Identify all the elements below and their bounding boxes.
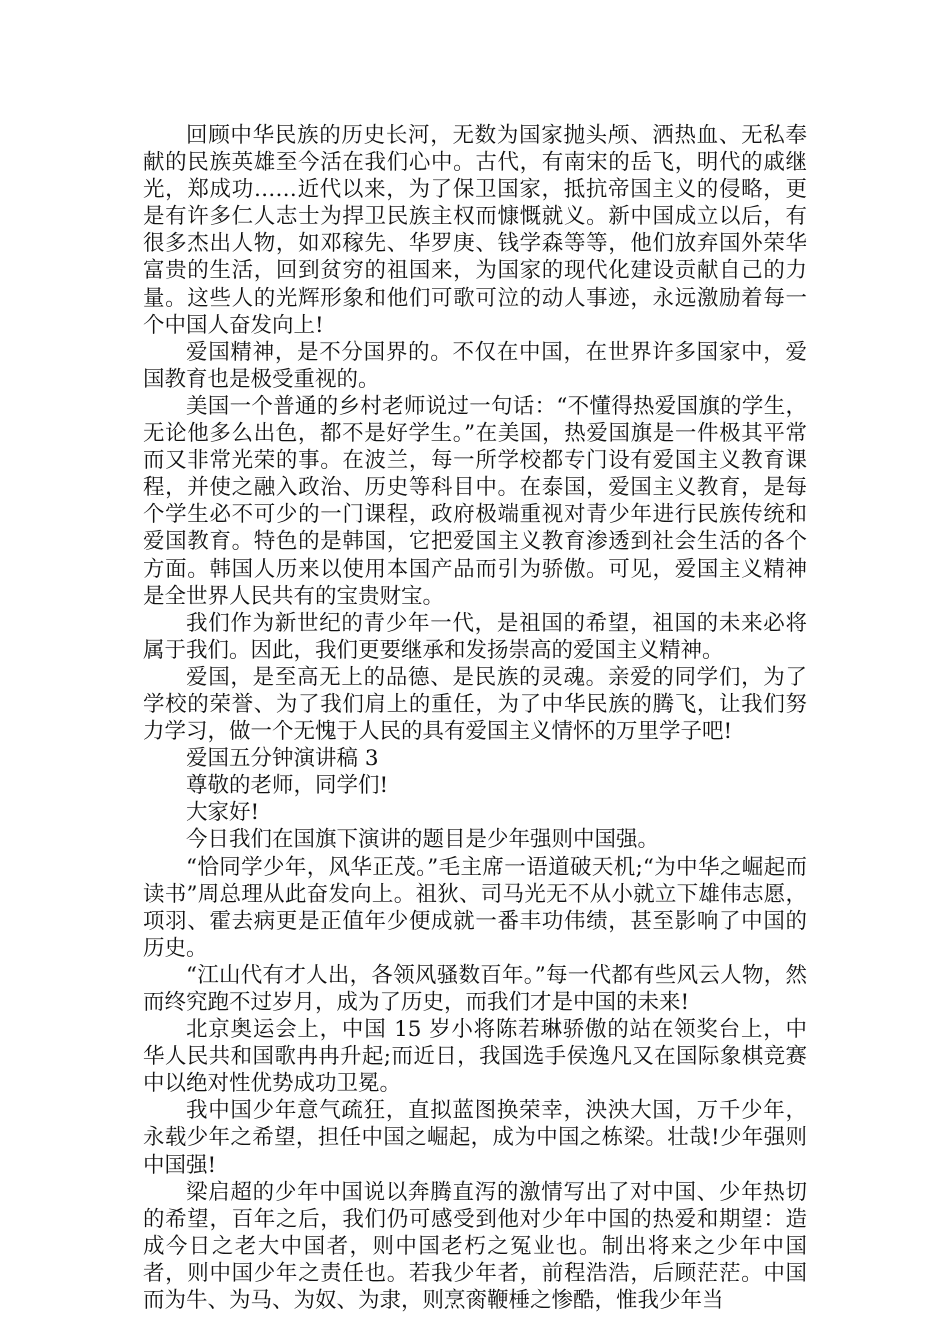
paragraph-other-countries: 美国一个普通的乡村老师说过一句话：“不懂得热爱国旗的学生，无论他多么出色，都不是好学生。”在美国，热爱国旗是一件极其平常而又非常光荣的事。在波兰，每一所学校都专门设有爱国主义教育课程，并使之融入政治、历史等科目中。在泰国，爱国主义教育，是每个学生必不可少的一门课程，政府极端重视对青少年进行民族传统和爱国教育。特色的是韩国，它把爱国主义教育渗透到社会生活的各个方面。韩国人历来以使用本国产品而引为骄傲。可见，爱国主义精神是全世界人民共有的宝贵财宝。: [143, 393, 807, 609]
paragraph-youth-spirit: 我中国少年意气疏狂，直拟蓝图换荣幸，泱泱大国，万千少年，永载少年之希望，担任中国之崛起，成为中国之栋梁。壮哉!少年强则中国强!: [143, 1098, 807, 1178]
speech-title: 爱国五分钟演讲稿 3: [186, 746, 379, 772]
greeting: 大家好!: [186, 800, 260, 826]
salutation: 尊敬的老师，同学们!: [186, 773, 389, 799]
paragraph-new-generation: 我们作为新世纪的青少年一代，是祖国的希望，祖国的未来必将属于我们。因此，我们更要继承和发扬崇高的爱国主义精神。: [143, 610, 807, 663]
paragraph-heroes: 回顾中华民族的历史长河，无数为国家抛头颅、洒热血、无私奉献的民族英雄至今活在我们心中。古代，有南宋的岳飞，明代的戚继光，郑成功……近代以来，为了保卫国家，抵抗帝国主义的侵略，更是有许多仁人志士为捍卫民族主权而慷慨就义。新中国成立以后，有很多杰出人物，如邓稼先、华罗庚、钱学森等等，他们放弃国外荣华富贵的生活，回到贫穷的祖国来，为国家的现代化建设贡献自己的力量。这些人的光辉形象和他们可歌可泣的动人事迹，永远激励着每一个中国人奋发向上!: [143, 123, 807, 338]
document-body: [143, 122, 807, 1314]
paragraph-liang-qichao: 梁启超的少年中国说以奔腾直泻的激情写出了对中国、少年热切的希望，百年之后，我们仍可感受到他对少年中国的热爱和期望：造成今日之老大中国者，则中国老朽之冤业也。制出将来之少年中国者，则中国少年之责任也。若我少年者，前程浩浩，后顾茫茫。中国而为牛、为马、为奴、为隶，则烹脔鞭棰之惨酷，惟我少年当: [143, 1179, 807, 1314]
paragraph-patriotism-no-borders: 爱国精神，是不分国界的。不仅在中国，在世界许多国家中，爱国教育也是极受重视的。: [143, 339, 807, 392]
paragraph-olympics: 北京奥运会上，中国 15 岁小将陈若琳骄傲的站在领奖台上，中华人民共和国歌冉冉升起;而近日，我国选手侯逸凡又在国际象棋竞赛中以绝对性优势成功卫冕。: [143, 1017, 807, 1097]
paragraph-topic: 今日我们在国旗下演讲的题目是少年强则中国强。: [186, 827, 660, 853]
paragraph-youth-quotes: “恰同学少年，风华正茂。”毛主席一语道破天机;“为中华之崛起而读书”周总理从此奋发向上。祖狄、司马光无不从小就立下雄伟志愿，项羽、霍去病更是正值年少便成就一番丰功伟绩，甚至影响了中国的历史。: [143, 854, 807, 961]
paragraph-call-to-action: 爱国，是至高无上的品德、是民族的灵魂。亲爱的同学们，为了学校的荣誉、为了我们肩上的重任，为了中华民族的腾飞，让我们努力学习，做一个无愧于人民的具有爱国主义情怀的万里学子吧!: [143, 664, 807, 745]
paragraph-generations: “江山代有才人出，各领风骚数百年。”每一代都有些风云人物，然而终究跑不过岁月，成为了历史，而我们才是中国的未来!: [143, 962, 807, 1015]
